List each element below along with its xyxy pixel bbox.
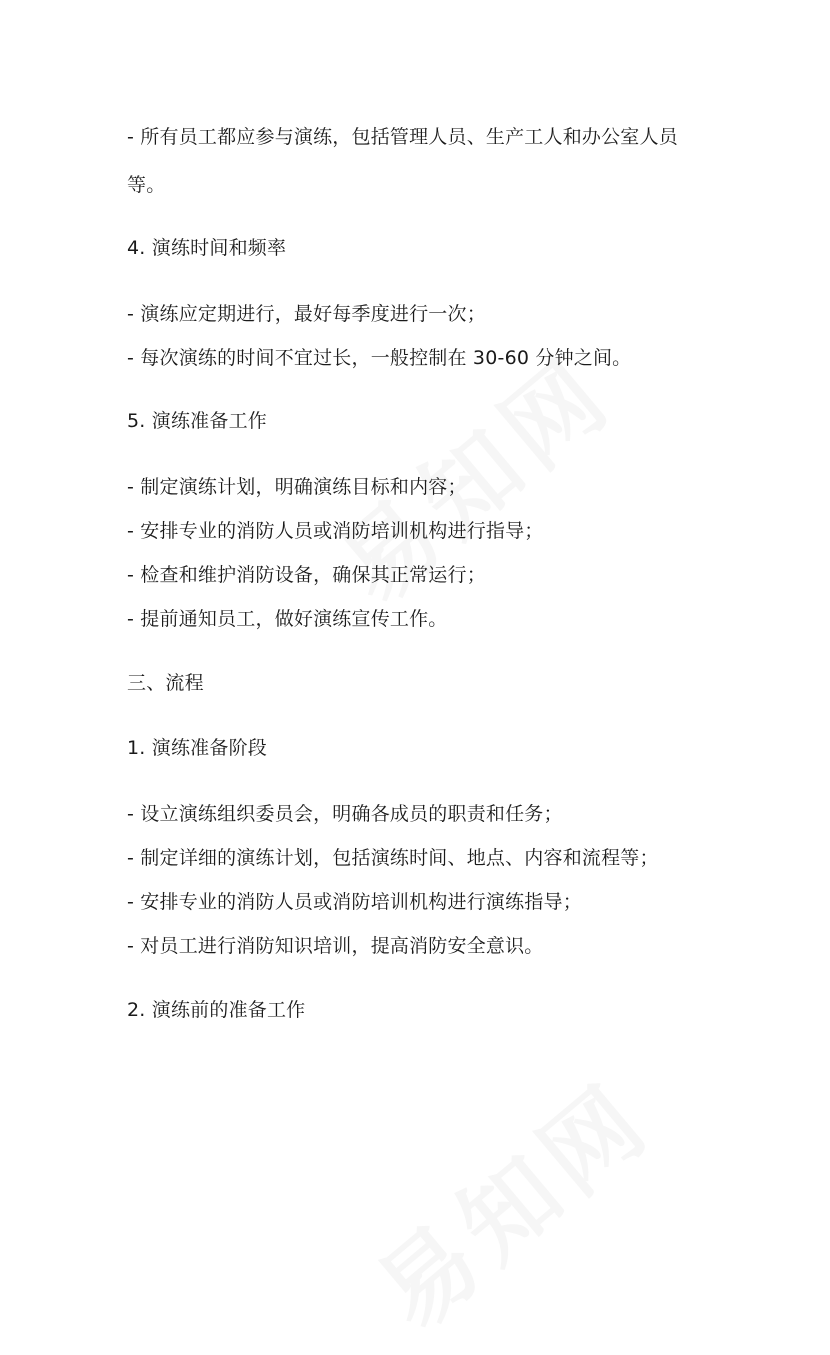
chapter-heading: 三、流程	[127, 672, 204, 694]
section-heading: 1. 演练准备阶段	[127, 737, 267, 759]
bullet-line: - 每次演练的时间不宜过长，一般控制在 30-60 分钟之间。	[127, 347, 632, 369]
bullet-line: - 所有员工都应参与演练，包括管理人员、生产工人和办公室人员	[127, 126, 678, 148]
continuation-line: 等。	[127, 174, 166, 196]
watermark-text-bottom	[344, 1046, 676, 1355]
section-heading: 2. 演练前的准备工作	[127, 999, 306, 1021]
bullet-line: - 安排专业的消防人员或消防培训机构进行演练指导；	[127, 891, 582, 913]
bullet-line: - 制定详细的演练计划，包括演练时间、地点、内容和流程等；	[127, 847, 659, 869]
bullet-line: - 检查和维护消防设备，确保其正常运行；	[127, 564, 486, 586]
section-heading: 4. 演练时间和频率	[127, 237, 287, 259]
bullet-line: - 提前通知员工，做好演练宣传工作。	[127, 608, 448, 630]
watermark-bottom	[273, 961, 647, 1320]
bullet-line: - 演练应定期进行，最好每季度进行一次；	[127, 303, 486, 325]
bullet-line: - 安排专业的消防人员或消防培训机构进行指导；	[127, 520, 544, 542]
bullet-line: - 对员工进行消防知识培训，提高消防安全意识。	[127, 935, 544, 957]
section-heading: 5. 演练准备工作	[127, 410, 267, 432]
bullet-line: - 设立演练组织委员会，明确各成员的职责和任务；	[127, 803, 563, 825]
bullet-line: - 制定演练计划，明确演练目标和内容；	[127, 476, 467, 498]
